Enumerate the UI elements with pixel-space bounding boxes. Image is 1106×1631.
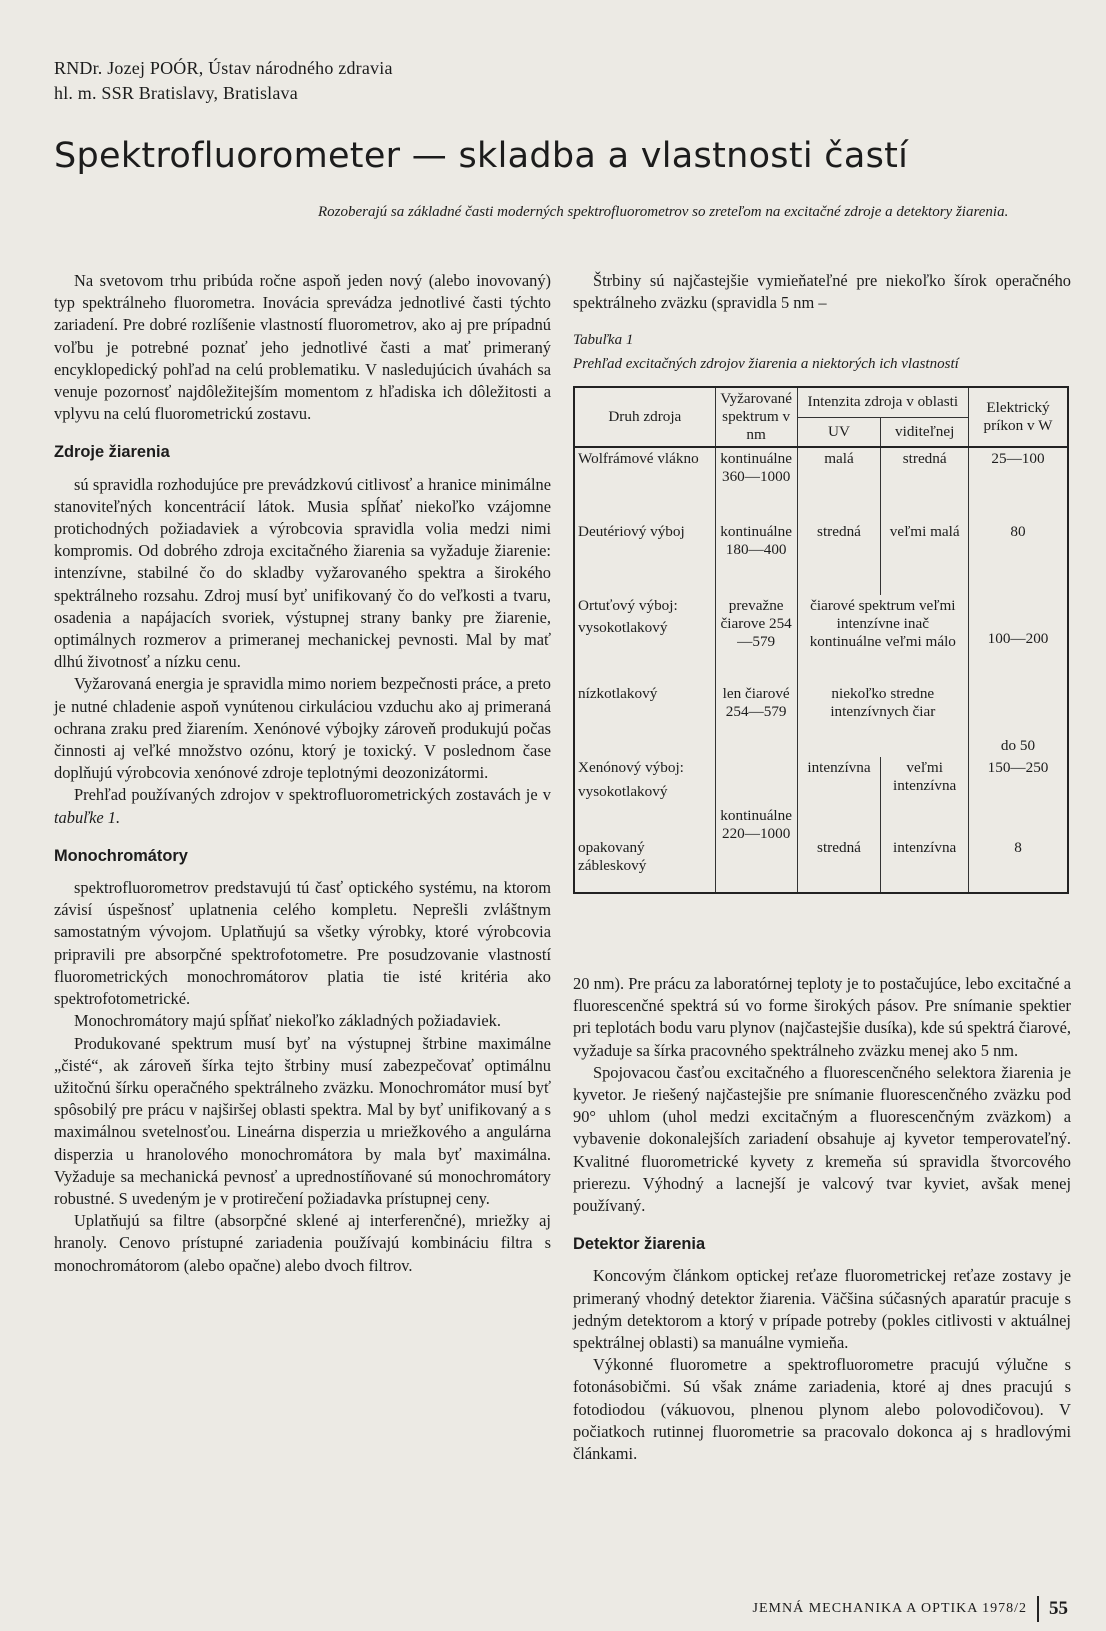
detektor-paragraph-1: Koncovým článkom optickej reťaze fluorometrickej reťaze zostavy je primeraný vhodný detektor žiarenia. Väčšina súčasných aparatúr pracuje s jedným detektorom a ktorý v prípade potreby (pokles citlivosti v aktuálnej spektrálnej oblasti) sa manuálne vymieňa. xyxy=(573,1266,1071,1353)
author-block xyxy=(54,56,654,106)
th-druh: Druh zdroja xyxy=(574,387,715,447)
table-label: Tabuľka 1 xyxy=(573,332,634,348)
intro-paragraph: Na svetovom trhu pribúda ročne aspoň jeden nový (alebo inovovaný) typ spektrálneho fluorometra. Inovácia sprevádza jednotlivé časti týchto zariadení. Pre dobré rozlíšenie vlastností fluorometrov, ako aj pre prípadnú voľbu je potrebné poznať jeho jednotlivé časti a mať primeraný encyklopedický pohľad na celú problematiku. V nasledujúcich úvahách sa venuje pozornosť najdôležitejším momentom z hľadiska ich dôležitosti a vplyvu na celú fluorometrickú zostavu. xyxy=(54,271,551,424)
author-line-2: hl. m. SSR Bratislavy, Bratislava xyxy=(54,83,298,103)
cell-druh: Deutériový výboj xyxy=(578,523,685,540)
cont-paragraph-2: Spojovacou časťou excitačného a fluorescenčného selektora žiarenia je kyvetor. Je riešený najčastejšie pre snímanie fluorescenčného zväzku pod 90° uhlom (uhol medzi excitačným a fluorescenčným zväzkom) a vybavenie dokonalejších zariadení obsahuje aj kyvetor temperovateľný. Kvalitné fluorometrické kyvety z kremeňa sú spravidla štvorcového prierezu. Výhodný a lacnejší je valcový tvar kyviet, avšak menej používaný. xyxy=(573,1062,1071,1216)
right-column-top xyxy=(573,270,1071,314)
table-row xyxy=(574,447,1068,521)
heading-monochromatory: Monochromátory xyxy=(54,846,188,865)
table-row xyxy=(574,757,1068,837)
table-row xyxy=(574,521,1068,595)
cell-vid: stredná xyxy=(881,447,969,521)
cell-druh: opakovaný zábleskový xyxy=(578,839,647,874)
cell-prikon: 80 xyxy=(969,521,1068,595)
sources-table xyxy=(573,386,1069,894)
table-row xyxy=(574,595,1068,683)
cell-druh-sub: vysokotlakový xyxy=(578,619,668,636)
heading-detektor: Detektor žiarenia xyxy=(573,1235,706,1254)
cell-prikon: 100—200 xyxy=(969,595,1068,683)
cell-uv: stredná xyxy=(797,837,881,893)
abstract: Rozoberajú sa základné časti moderných spektrofluorometrov so zreteľom na excitačné zdroje a detektory žiarenia. xyxy=(318,204,1009,220)
th-prikon: Elektrický príkon v W xyxy=(969,387,1068,447)
cell-uv: intenzívna xyxy=(797,757,881,837)
author-line-1: RNDr. Jozej POÓR, Ústav národného zdravia xyxy=(54,58,393,78)
cell-intenzita: niekoľko stredne intenzívnych čiar xyxy=(797,683,968,757)
cell-druh: Wolfrámové vlákno xyxy=(578,450,699,467)
cell-uv: malá xyxy=(797,447,881,521)
table-reference: tabuľke 1. xyxy=(54,807,121,827)
cell-intenzita: čiarové spektrum veľmi intenzívne inač kontinuálne veľmi málo xyxy=(797,595,968,683)
th-uv: UV xyxy=(797,417,881,447)
cell-spektrum: kontinuálne 220—1000 xyxy=(715,757,797,893)
zdroje-p3-text: Prehľad používaných zdrojov v spektrofluorometrických zostavách je v xyxy=(74,785,551,805)
cell-spektrum: kontinuálne 360—1000 xyxy=(715,447,797,521)
table-row xyxy=(574,683,1068,757)
cell-vid: veľmi malá xyxy=(881,521,969,595)
cell-prikon: 150—250 xyxy=(969,757,1068,837)
mono-paragraph-2: Monochromátory majú spĺňať niekoľko základných požiadaviek. xyxy=(74,1011,501,1031)
right-column-bottom xyxy=(573,973,1071,1465)
cell-vid: intenzívna xyxy=(881,837,969,893)
left-column xyxy=(54,270,551,1277)
mono-paragraph-4: Uplatňujú sa filtre (absorpčné sklené aj interferenčné), mriežky aj hranoly. Cenovo prístupné zariadenia používajú kombináciu filtra s monochromátorom (alebo opačne) alebo dvoch filtrov. xyxy=(54,1211,551,1275)
th-vid: viditeľnej xyxy=(881,417,969,447)
page-footer xyxy=(753,1596,1068,1622)
cell-druh xyxy=(574,757,715,837)
zdroje-paragraph-3 xyxy=(54,784,551,828)
cell-prikon: 25—100 xyxy=(969,447,1068,521)
cell-spektrum: prevažne čiarove 254—579 xyxy=(715,595,797,683)
strbiny-paragraph: Štrbiny sú najčastejšie vymieňateľné pre niekoľko šírok operačného spektrálneho zväzku (spravidla 5 nm – xyxy=(573,271,1071,313)
table-row xyxy=(574,837,1068,893)
table-caption: Prehľad excitačných zdrojov žiarenia a niektorých ich vlastností xyxy=(573,356,959,372)
cell-druh xyxy=(574,595,715,683)
zdroje-paragraph-1: sú spravidla rozhodujúce pre prevádzkovú citlivosť a hranice minimálne stanoviteľných koncentrácií látok. Musia spĺňať niekoľko vzájomne protichodných požiadaviek a výrobcovia spravidla volia medzi nimi kompromis. Od dobrého zdroja excitačného žiarenia sa vyžaduje žiarenie: intenzívne, stabilné čo do skladby vyžarovaného spektra a širokého spektrálneho rozsahu. Zdroj musí byť unifikovaný čo do veľkosti a tvaru, osadenia a napájacích svoriek, výstupnej strany banky pre žiarenie, optimálnych rozmerov a primeranej mechanickej pevnosti. Mal by mať dlhú životnosť a nízku cenu. xyxy=(54,474,551,672)
article-title: Spektrofluorometer — skladba a vlastnosti častí xyxy=(54,136,909,176)
th-intenzita: Intenzita zdroja v oblasti xyxy=(797,387,968,417)
detektor-paragraph-2: Výkonné fluorometre a spektrofluorometre pracujú výlučne s fotonásobičmi. Sú však známe zariadenia, ktoré aj dnes pracujú s fotodiodou (vákuovou, plnenou plynom alebo polovodičovou). V počiatkoch rutinnej fluorometrie sa pracovalo dokonca aj s hradlovými článkami. xyxy=(573,1355,1071,1464)
journal-name: JEMNÁ MECHANIKA A OPTIKA 1978/2 xyxy=(752,1601,1027,1617)
footer-divider xyxy=(1037,1596,1039,1622)
cell-druh-main: Ortuťový výboj: xyxy=(578,597,678,614)
cell-prikon: do 50 xyxy=(969,683,1068,757)
cont-paragraph-1: 20 nm). Pre prácu za laboratórnej teploty je to postačujúce, lebo excitačné a fluorescenčné spektrá sú vo forme širokých pásov. Pre snímanie spektier pri teplotách bodu varu plynov (najčastejšie dusíka), kde sú spektrá čiarové, vyžaduje sa šírka pracovného spektrálneho zväzku menej ako 5 nm. xyxy=(573,974,1071,1060)
heading-zdroje: Zdroje žiarenia xyxy=(54,443,170,462)
cell-druh-sub: vysokotlakový xyxy=(578,783,668,800)
zdroje-paragraph-2: Vyžarovaná energia je spravidla mimo noriem bezpečnosti práce, a preto je nutné chladenie aspoň vynútenou cirkuláciou vzduchu ako aj primeraná ochrana zraku pred žiarením. Xenónové výbojky zároveň produkujú počas činnosti aj veľké množstvo ozónu, ktorý je toxický. V poslednom čase doplňujú výrobcovia xenónové zdroje teplotnými deozonizátormi. xyxy=(54,674,551,783)
th-spektrum: Vyžarované spektrum v nm xyxy=(715,387,797,447)
mono-paragraph-1: spektrofluorometrov predstavujú tú časť optického systému, na ktorom závisí úspešnosť uplatnenia celého kompletu. Neprešli zvláštnym samostatným vývojom. Uplatňujú sa všetky výrobky, ktoré výrobcovia pripravili pre absorpčné spektrofotometre. Pre posudzovanie vlastností fluorometrických monochromátorov platia tie isté kritéria ako spektrofotometrické. xyxy=(54,878,551,1009)
mono-paragraph-3: Produkované spektrum musí byť na výstupnej štrbine maximálne „čisté“, ak zároveň šírka tejto štrbiny musí zabezpečovať optimálnu užitočnú šírku operačného spektrálneho zväzku. Monochromátor musí byť spôsobilý pre prácu v najširšej oblasti spektra. Mal by byť unifikovaný a s maximálnou svetelnosťou. Lineárna disperzia u mriežkového a angulárna disperzia u hranolového monochromátora by mala byť maximálna. Vyžaduje sa mechanická pevnosť a uprednostíňované sú monochromátory robustné. S uvedeným je v protirečení požiadavka prístupnej ceny. xyxy=(54,1033,551,1208)
cell-druh-main: Xenónový výboj: xyxy=(578,759,684,776)
cell-spektrum: kontinuálne 180—400 xyxy=(715,521,797,595)
cell-druh: nízkotlakový xyxy=(578,685,658,702)
page-number: 55 xyxy=(1049,1598,1068,1619)
cell-uv: stredná xyxy=(797,521,881,595)
cell-spektrum: len čiarové 254—579 xyxy=(715,683,797,757)
cell-vid: veľmi intenzívna xyxy=(881,757,969,837)
cell-prikon: 8 xyxy=(969,837,1068,893)
